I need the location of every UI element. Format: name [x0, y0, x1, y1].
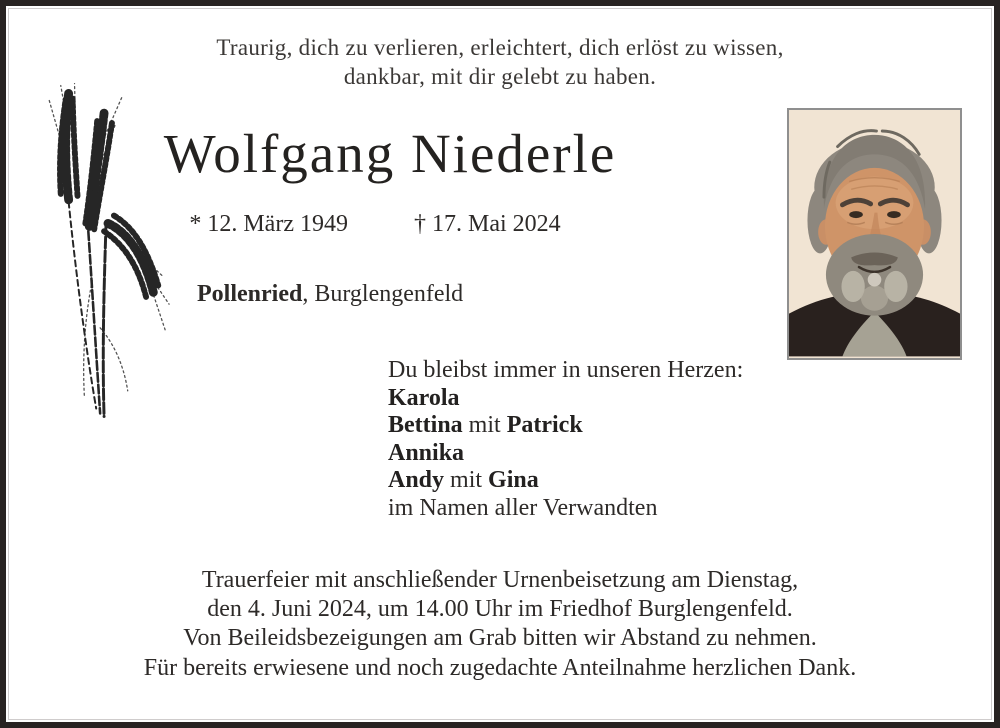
farewell-closing: im Namen aller Verwandten	[388, 494, 658, 521]
mourner-connector: mit	[444, 467, 489, 493]
residence-line	[197, 281, 463, 308]
mourner-line	[388, 467, 743, 495]
mourner-name: Andy	[388, 467, 445, 493]
mourner-line	[388, 385, 743, 413]
mourner-connector: mit	[462, 412, 507, 438]
farewell-intro: Du bleibst immer in unseren Herzen:	[388, 357, 744, 383]
epigraph-line-2: dankbar, mit dir gelebt zu haben.	[343, 64, 657, 89]
notice-line-1: Trauerfeier mit anschließender Urnenbeisetzung am Dienstag,	[201, 567, 799, 593]
residence-suffix: , Burglengenfeld	[302, 281, 464, 307]
notice-line-4: Für bereits erwiesene und noch zugedachte Anteilnahme herzlichen Dank.	[143, 654, 857, 681]
mourner-line	[388, 440, 743, 468]
portrait-photo	[787, 108, 962, 360]
mourner-name: Karola	[388, 384, 460, 411]
death-date: † 17. Mai 2024	[413, 211, 561, 237]
mourner-line	[388, 412, 743, 440]
life-dates	[0, 211, 750, 238]
mourner-name: Bettina	[388, 412, 463, 438]
deceased-name: Wolfgang Niederle	[163, 123, 617, 184]
notice-line-2: den 4. Juni 2024, um 14.00 Uhr im Friedhof Burglengenfeld.	[207, 596, 793, 623]
mourner-name: Patrick	[506, 412, 583, 438]
birth-date: * 12. März 1949	[189, 211, 348, 237]
portrait-photo-illustration	[789, 110, 960, 358]
residence-place: Pollenried	[197, 281, 303, 307]
mourner-name: Annika	[388, 439, 465, 466]
farewell-block	[388, 357, 743, 522]
epigraph-line-1: Traurig, dich zu verlieren, erleichtert, dich erlöst zu wissen,	[216, 35, 784, 60]
funeral-notice	[0, 566, 1000, 683]
notice-line-3: Von Beileidsbezeigungen am Grab bitten wir Abstand zu nehmen.	[183, 625, 817, 652]
mourner-name: Gina	[488, 467, 539, 493]
